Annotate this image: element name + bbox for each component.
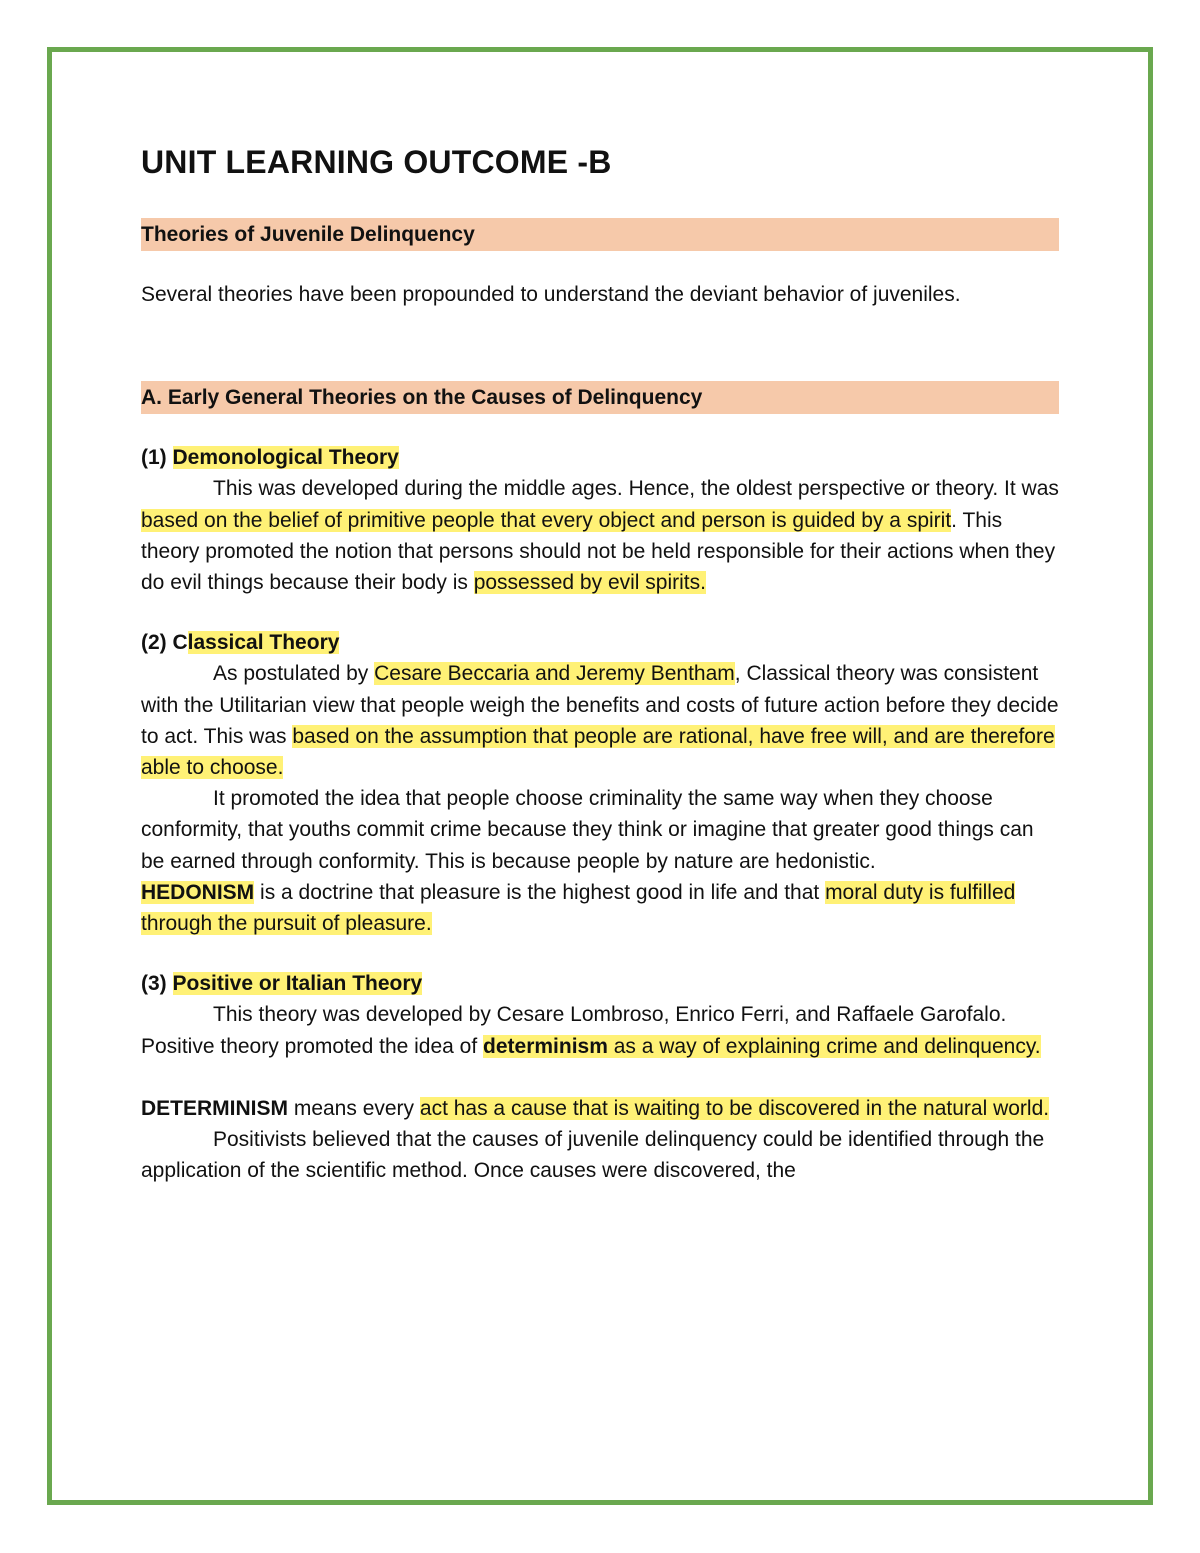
- theory-2-highlight-2: based on the assumption that people are rational, have free will, and are therefore able to choose.: [141, 724, 1055, 780]
- determinism-term: DETERMINISM: [141, 1096, 288, 1120]
- theory-1-number: (1): [141, 446, 173, 470]
- section-a-heading: A. Early General Theories on the Causes of Delinquency: [141, 381, 1059, 414]
- document-title: UNIT LEARNING OUTCOME -B: [141, 144, 612, 180]
- hedonism-highlight: moral duty is fulfilled through the pursuit of pleasure.: [141, 880, 1016, 936]
- theory-3-paragraph-3: Positivists believed that the causes of juvenile delinquency could be identified through the application of the scientific method. Once causes were discovered, the: [141, 1128, 1045, 1183]
- theory-3-number: (3): [141, 972, 173, 996]
- theory-2-name: lassical Theory: [187, 631, 340, 655]
- theory-3-highlight: as a way of explaining crime and delinquency.: [607, 1034, 1041, 1058]
- theory-1-text-2: . This theory promoted the notion that persons should not be held responsible for their actions when they do evil things because their body is: [141, 508, 1056, 595]
- document-body: [141, 140, 1059, 1186]
- theory-1-name: Demonological Theory: [172, 446, 399, 470]
- theory-2-highlight-1: Cesare Beccaria and Jeremy Bentham: [374, 662, 735, 686]
- intro-paragraph: Several theories have been propounded to understand the deviant behavior of juveniles.: [141, 283, 961, 306]
- theory-1-text: This was developed during the middle ages. Hence, the oldest perspective or theory. It was: [213, 477, 1059, 501]
- hedonism-text: is a doctrine that pleasure is the highest good in life and that: [254, 880, 826, 904]
- theory-2-text: As postulated by: [213, 662, 375, 686]
- theory-2-paragraph-2: It promoted the idea that people choose criminality the same way when they choose conformity, that youths commit crime because they think or imagine that greater good things can be earned through conformity. This is because people by nature are hedonistic.: [141, 787, 1034, 873]
- theory-3-text: This theory was developed by Cesare Lombroso, Enrico Ferri, and Raffaele Garofalo. Positive theory promoted the idea of: [141, 1003, 1007, 1058]
- theory-3-name: Positive or Italian Theory: [172, 972, 423, 996]
- determinism-text: means every: [288, 1096, 420, 1120]
- determinism-highlight: act has a cause that is waiting to be discovered in the natural world.: [419, 1096, 1050, 1120]
- theory-2-number: (2) C: [141, 631, 188, 655]
- theory-3-highlight-bold: determinism: [483, 1034, 608, 1058]
- theory-3-paragraph: [141, 999, 1059, 1061]
- theory-2-heading: [141, 627, 1059, 658]
- theory-1-paragraph: [141, 473, 1059, 598]
- hedonism-term: HEDONISM: [141, 880, 255, 904]
- determinism-definition: [141, 1093, 1059, 1124]
- theory-1-highlight-2: possessed by evil spirits.: [473, 571, 706, 595]
- section-heading: Theories of Juvenile Delinquency: [141, 218, 1059, 251]
- hedonism-definition: [141, 877, 1059, 939]
- theory-3-heading: [141, 968, 1059, 999]
- theory-2-paragraph: [141, 658, 1059, 783]
- theory-1-highlight-1: based on the belief of primitive people that every object and person is guided by a spirit: [141, 508, 952, 532]
- theory-2-text-2: , Classical theory was consistent with the Utilitarian view that people weigh the benefits and costs of future action before they decide to act. This was: [141, 662, 1059, 748]
- theory-1-heading: [141, 442, 1059, 473]
